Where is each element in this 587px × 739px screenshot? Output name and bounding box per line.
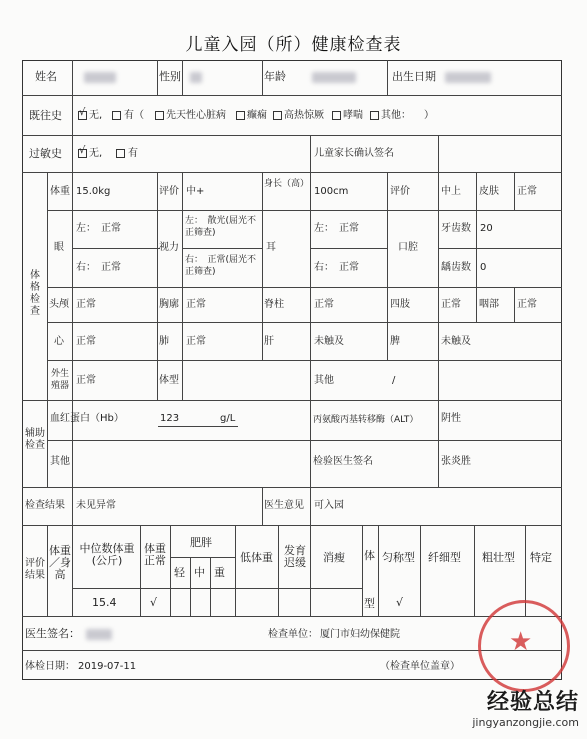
opinion-value: 可入园 (314, 500, 344, 511)
obese-label: 肥胖 (190, 536, 212, 549)
past-epilepsy: 癫痫 (247, 110, 267, 121)
rule (262, 60, 263, 95)
rule (438, 248, 562, 249)
watermark-title: 经验总结 (486, 690, 579, 715)
rule (72, 60, 73, 135)
rule (310, 248, 388, 249)
redacted-age (312, 72, 356, 83)
past-have: 有（ (124, 110, 144, 121)
rule (72, 525, 73, 616)
rule (514, 287, 515, 322)
uniform-label: 匀称型 (382, 551, 415, 564)
height-value: 100cm (314, 186, 349, 197)
opinion-label: 医生意见 (264, 500, 304, 511)
genital-value: 正常 (76, 375, 96, 386)
rule (72, 135, 73, 172)
result-value: 未见异常 (76, 500, 116, 511)
past-none: 无, (89, 110, 103, 121)
hb-unit: g/L (220, 413, 236, 424)
physical-exam-label: 体格检查 (30, 270, 40, 317)
spine-label: 脊柱 (264, 299, 284, 310)
past-chd: 先天性心脏病 (166, 110, 226, 121)
rule (47, 210, 562, 211)
form-frame (22, 60, 562, 680)
rule (262, 172, 263, 360)
head-label: 头颅 (49, 299, 69, 310)
stout-label: 粗壮型 (482, 551, 515, 564)
hb-underline (158, 426, 238, 427)
rule (438, 135, 439, 172)
ear-label: 耳 (266, 242, 276, 253)
aux-exam-label: 辅助检查 (25, 428, 45, 451)
weight-height-label: 体重／身高 (49, 544, 71, 581)
rule (22, 487, 562, 488)
aux-other-label: 其他 (50, 456, 70, 467)
rule (438, 172, 439, 487)
redacted-gender (190, 72, 202, 83)
rule (387, 60, 388, 95)
seal-star-icon: ★ (509, 627, 533, 657)
obese-heavy: 重 (214, 566, 225, 579)
weight-normal-label: 体重正常 (144, 542, 166, 567)
median-weight-value: 15.4 (92, 596, 117, 609)
vision-right: 右： 正常(屈光不正筛查) (185, 255, 257, 277)
rule (72, 588, 362, 589)
rule (22, 616, 562, 617)
rule (476, 287, 477, 322)
checkbox-allergy-have[interactable] (116, 149, 125, 158)
obese-mid: 中 (194, 566, 205, 579)
other-value: / (392, 375, 396, 386)
rule (157, 172, 158, 400)
underweight-label: 低体重 (240, 551, 273, 564)
skin-value: 正常 (517, 186, 537, 197)
rule (190, 557, 191, 616)
liver-value: 未触及 (314, 336, 344, 347)
rule (182, 60, 183, 95)
rule (474, 525, 475, 616)
rule (47, 287, 562, 288)
skin-label: 皮肤 (479, 186, 499, 197)
redacted-dob (445, 72, 491, 83)
alt-label: 丙氨酸丙基转移酶（ALT） (313, 415, 419, 425)
lung-value: 正常 (186, 336, 206, 347)
rule (378, 525, 379, 616)
gender-label: 性别 (159, 70, 181, 83)
height-eval-value: 中上 (441, 186, 461, 197)
alt-value: 阴性 (441, 413, 461, 424)
thin-label: 消瘦 (323, 551, 345, 564)
rule (22, 95, 562, 96)
rule (47, 440, 562, 441)
vision-left: 左： 散光(屈光不正筛查) (185, 216, 257, 238)
rule (278, 525, 279, 616)
form-title: 儿童入园（所）健康检查表 (185, 35, 402, 55)
eval-result-label: 评价结果 (25, 558, 45, 581)
redacted-name (84, 72, 116, 83)
rule (22, 135, 562, 136)
rule (157, 60, 158, 95)
checkbox-asthma[interactable] (332, 111, 341, 120)
weight-eval-value: 中+ (186, 186, 205, 197)
rule (22, 400, 562, 401)
eye-right: 右： 正常 (76, 262, 121, 273)
past-history-label: 既往史 (29, 109, 62, 122)
body-label: 体 (364, 549, 375, 562)
past-close: ） (424, 110, 434, 121)
median-weight-label: 中位数体重(公斤) (79, 542, 135, 567)
other-label: 其他 (314, 375, 334, 386)
rule (182, 172, 183, 400)
lab-doctor-sign-label: 检验医生签名 (313, 456, 373, 467)
head-value: 正常 (76, 299, 96, 310)
uniform-mark: √ (396, 596, 404, 609)
rule (47, 172, 48, 487)
height-eval-label: 评价 (390, 186, 410, 197)
rule (47, 525, 48, 616)
spleen-label: 脾 (390, 336, 400, 347)
allergy-label: 过敏史 (29, 147, 62, 160)
weight-label: 体重 (50, 186, 70, 197)
rule (387, 172, 388, 360)
caries-label: 龋齿数 (441, 262, 471, 273)
rule (235, 525, 236, 616)
weight-eval-label: 评价 (159, 186, 179, 197)
rule (310, 487, 311, 525)
past-febrile: 高热惊厥 (284, 110, 324, 121)
rule (420, 525, 421, 616)
obese-light: 轻 (174, 566, 185, 579)
watermark-url: jingyanzongjie.com (472, 716, 579, 729)
checkbox-febrile[interactable] (273, 111, 282, 120)
rule (140, 525, 141, 616)
rule (170, 557, 235, 558)
rule (72, 172, 73, 487)
dob-label: 出生日期 (392, 70, 436, 83)
checkbox-have[interactable] (112, 111, 121, 120)
chest-label: 胸廓 (159, 299, 179, 310)
official-seal-icon (478, 600, 570, 692)
rule (476, 172, 477, 210)
slender-label: 纤细型 (428, 551, 461, 564)
checkbox-other[interactable] (370, 111, 379, 120)
body-type-label: 体型 (159, 375, 179, 386)
teeth-label: 牙齿数 (441, 223, 471, 234)
checkbox-chd[interactable] (155, 111, 164, 120)
rule (47, 322, 562, 323)
allergy-have: 有 (128, 148, 138, 159)
doctor-sign-label: 医生签名： (25, 627, 80, 640)
weight-value: 15.0kg (76, 186, 111, 197)
rule (182, 248, 262, 249)
age-label: 年龄 (264, 70, 286, 83)
check-mark: √ (79, 145, 86, 156)
watermark (472, 685, 579, 729)
rule (310, 172, 311, 487)
heart-value: 正常 (76, 336, 96, 347)
past-asthma: 哮喘 (343, 110, 363, 121)
teeth-value: 20 (480, 223, 493, 234)
allergy-none: 无, (89, 148, 103, 159)
hb-label: 血红蛋白（Hb） (50, 413, 124, 424)
result-label: 检查结果 (25, 500, 65, 511)
check-mark: √ (79, 107, 86, 118)
spleen-value: 未触及 (441, 336, 471, 347)
type-label: 型 (364, 597, 375, 610)
exam-date-value: 2019-07-11 (78, 661, 137, 672)
eye-left: 左： 正常 (76, 223, 121, 234)
rule (362, 525, 363, 616)
height-label: 身长（高） (264, 179, 310, 189)
hb-value: 123 (160, 413, 180, 424)
genital-label: 外生殖器 (50, 369, 69, 391)
rule (210, 557, 211, 616)
rule (47, 360, 562, 361)
checkbox-epilepsy[interactable] (236, 111, 245, 120)
ear-right: 右： 正常 (314, 262, 359, 273)
rule (22, 525, 562, 526)
chest-value: 正常 (186, 299, 206, 310)
rule (72, 487, 73, 525)
seal-label: （检查单位盖章） (380, 661, 460, 672)
vision-label: 视力 (159, 242, 179, 253)
redacted-doctor (86, 629, 112, 640)
throat-label: 咽部 (479, 299, 499, 310)
rule (310, 525, 311, 616)
eye-label: 眼 (54, 242, 64, 253)
rule (262, 487, 263, 525)
liver-label: 肝 (264, 336, 274, 347)
exam-date-label: 体检日期： (25, 661, 75, 672)
exam-unit-value: 厦门市妇幼保健院 (320, 629, 400, 640)
parent-sign-label: 儿童家长确认签名 (314, 148, 394, 159)
past-other: 其他： (381, 110, 411, 121)
name-label: 姓名 (35, 70, 57, 83)
rule (476, 210, 477, 287)
rule (514, 172, 515, 210)
caries-value: 0 (480, 262, 487, 273)
special-label: 特定 (530, 551, 552, 564)
rule (72, 248, 160, 249)
mouth-label: 口腔 (398, 242, 418, 253)
exam-unit-label: 检查单位： (268, 629, 318, 640)
lab-doctor-sign-value: 张炎胜 (441, 456, 471, 467)
spine-value: 正常 (314, 299, 334, 310)
heart-label: 心 (54, 336, 64, 347)
rule (170, 525, 171, 616)
rule (22, 172, 562, 173)
ear-left: 左： 正常 (314, 223, 359, 234)
limbs-label: 四肢 (390, 299, 410, 310)
limbs-value: 正常 (441, 299, 461, 310)
throat-value: 正常 (517, 299, 537, 310)
rule (310, 135, 311, 172)
stunted-label: 发育迟缓 (284, 544, 306, 569)
lung-label: 肺 (159, 336, 169, 347)
weight-normal-mark: √ (150, 596, 158, 609)
